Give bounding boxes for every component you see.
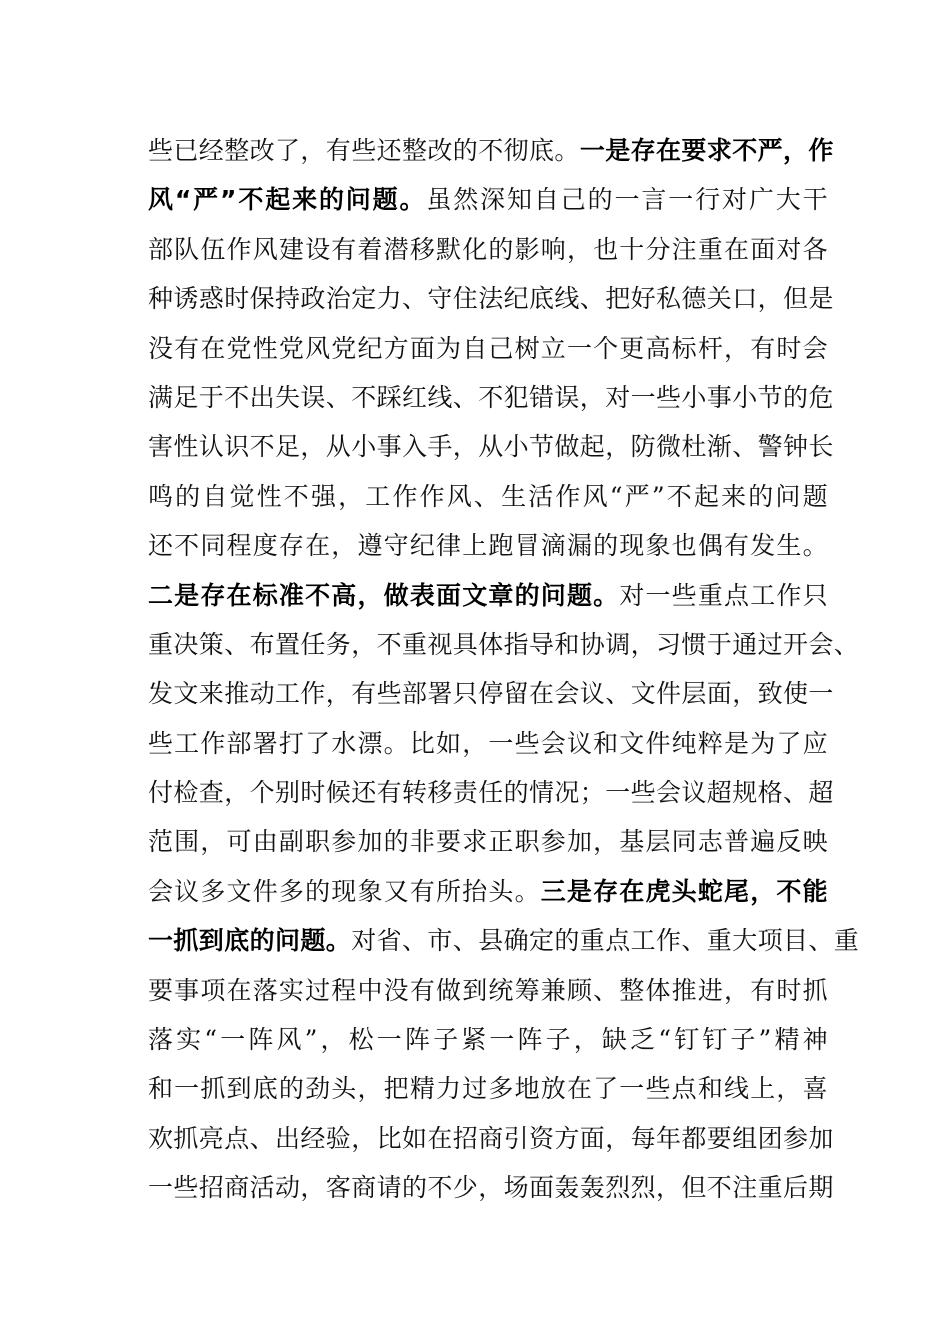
paragraph-text: 付检查，个别时候还有转移责任的情况；一些会议超规格、超 — [148, 778, 834, 808]
paragraph-text: 害性认识不足，从小事入手，从小节做起，防微杜渐、警钟长 — [148, 432, 834, 462]
text-line — [148, 225, 828, 274]
paragraph-text: 还不同程度存在，遵守纪律上跑冒滴漏的现象也偶有发生。 — [148, 531, 828, 561]
text-line — [148, 719, 828, 768]
text-line — [148, 126, 834, 175]
text-line — [148, 768, 834, 817]
paragraph-text: 一些招商活动，客商请的不少，场面轰轰烈烈，但不注重后期 — [148, 1173, 834, 1203]
text-line — [148, 916, 860, 965]
text-line — [148, 1114, 834, 1163]
paragraph-text: 会议多文件多的现象又有所抬头。 — [148, 876, 541, 906]
body-text — [148, 126, 860, 1213]
paragraph-text: 些工作部署打了水漂。比如，一些会议和文件纯粹是为了应 — [148, 728, 828, 758]
paragraph-text: 些已经整改了，有些还整改的不彻底。 — [148, 136, 580, 165]
text-line — [148, 1163, 834, 1212]
paragraph-text: 部队伍作风建设有着潜移默化的影响，也十分注重在面对各 — [148, 234, 828, 264]
paragraph-text: 要事项在落实过程中没有做到统筹兼顾、整体推进，有时抓 — [148, 975, 828, 1005]
paragraph-text: 鸣的自觉性不强，工作作风、生活作风“严”不起来的问题 — [148, 481, 828, 511]
text-line — [148, 620, 860, 669]
text-line — [148, 817, 828, 866]
text-line — [148, 966, 828, 1015]
text-line — [148, 521, 828, 570]
bold-heading-text: 一抓到底的问题。 — [148, 926, 352, 956]
paragraph-text: 虽然深知自己的一言一行对广大干 — [426, 185, 828, 215]
text-line — [148, 472, 828, 521]
bold-heading-text: 一是存在要求不严，作 — [579, 136, 834, 165]
text-line — [148, 373, 834, 422]
paragraph-text: 对一些重点工作只 — [619, 580, 828, 610]
text-line — [148, 1015, 828, 1064]
paragraph-text: 没有在党性党风党纪方面为自己树立一个更高标杆，有时会 — [148, 333, 828, 363]
paragraph-text: 落实“一阵风”，松一阵子紧一阵子，缺乏“钉钉子”精神 — [148, 1025, 828, 1055]
text-line — [148, 175, 828, 224]
paragraph-text: 发文来推动工作，有些部署只停留在会议、文件层面，致使一 — [148, 679, 834, 709]
paragraph-text: 重决策、布置任务，不重视具体指导和协调，习惯于通过开会、 — [148, 629, 860, 659]
text-line — [148, 867, 828, 916]
paragraph-text: 对省、市、县确定的重点工作、重大项目、重 — [351, 926, 860, 956]
text-line — [148, 571, 828, 620]
paragraph-text: 范围，可由副职参加的非要求正职参加，基层同志普遍反映 — [148, 827, 828, 857]
bold-heading-text: 风“严”不起来的问题。 — [148, 185, 427, 215]
paragraph-text: 种诱惑时保持政治定力、守住法纪底线、把好私德关口，但是 — [148, 284, 834, 314]
text-line — [148, 1064, 828, 1113]
text-line — [148, 274, 834, 323]
paragraph-text: 满足于不出失误、不踩红线、不犯错误，对一些小事小节的危 — [148, 382, 834, 412]
paragraph-text: 和一抓到底的劲头，把精力过多地放在了一些点和线上，喜 — [148, 1074, 828, 1104]
bold-heading-text: 三是存在虎头蛇尾，不能 — [540, 876, 828, 906]
text-line — [148, 324, 828, 373]
text-line — [148, 422, 834, 471]
paragraph-text: 欢抓亮点、出经验，比如在招商引资方面，每年都要组团参加 — [148, 1123, 834, 1153]
text-line — [148, 669, 834, 718]
bold-heading-text: 二是存在标准不高，做表面文章的问题。 — [148, 580, 620, 610]
